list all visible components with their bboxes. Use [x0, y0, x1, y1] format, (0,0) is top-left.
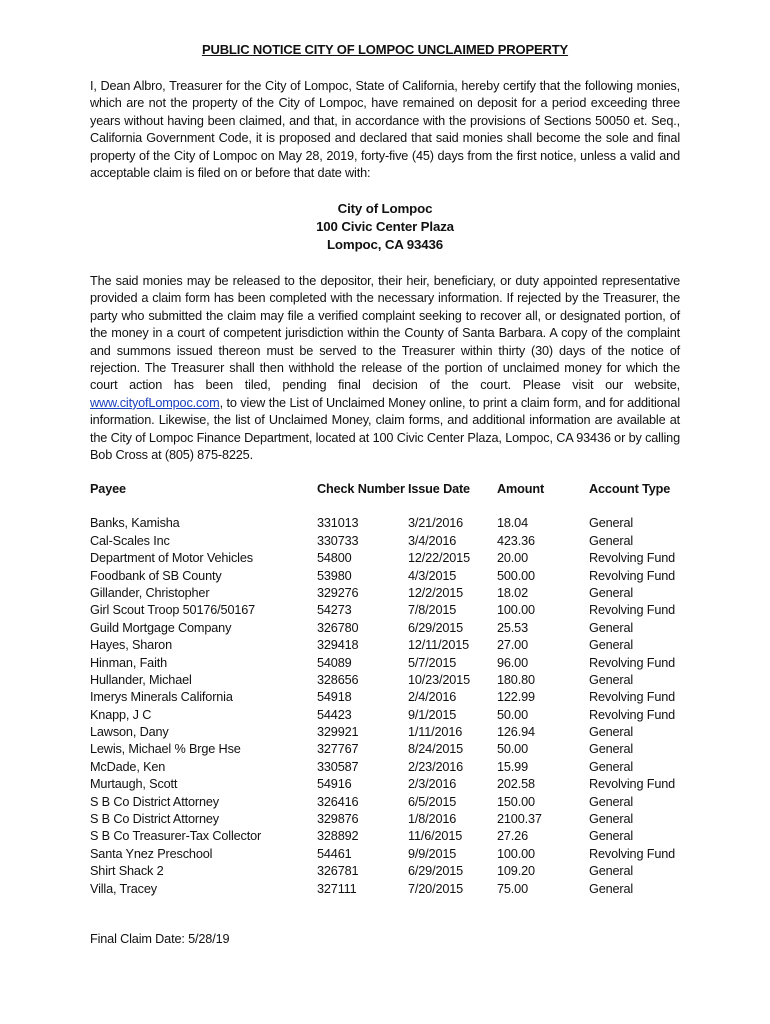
cell-amount: 150.00 — [497, 794, 535, 809]
cell-amount: 2100.37 — [497, 812, 542, 827]
cell-amount: 50.00 — [497, 707, 528, 722]
cell-account-type: General — [589, 829, 634, 844]
cell-check-number: 329921 — [317, 725, 359, 740]
cell-amount: 202.58 — [497, 777, 535, 792]
header-issue-date: Issue Date — [408, 482, 470, 496]
cell-account-type: General — [589, 516, 634, 531]
cell-issue-date: 4/3/2015 — [408, 568, 457, 583]
cell-payee: Lawson, Dany — [90, 725, 169, 740]
cell-check-number: 54916 — [317, 777, 352, 792]
cell-account-type: General — [589, 620, 634, 635]
cell-issue-date: 6/5/2015 — [408, 794, 457, 809]
cell-check-number: 327767 — [317, 742, 359, 757]
cell-account-type: Revolving Fund — [589, 846, 676, 861]
cell-account-type: General — [589, 864, 634, 879]
cell-account-type: General — [589, 794, 634, 809]
paragraph-text-after-link: , to view the List of Unclaimed Money online, to print a claim form, and for additional information. Likewise, the list of Unclaimed Money, claim forms, and additional information are available at the City of Lompoc Finance Department, located at 100 Civic Center Plaza, Lompoc, CA 93436 or by calling Bob Cross at (805) 875-8225. — [90, 395, 680, 463]
cell-account-type: Revolving Fund — [589, 568, 676, 583]
cell-account-type: Revolving Fund — [589, 655, 676, 670]
cell-payee: Hayes, Sharon — [90, 638, 172, 653]
cell-check-number: 328656 — [317, 672, 359, 687]
cell-check-number: 326416 — [317, 794, 359, 809]
cell-issue-date: 5/7/2015 — [408, 655, 457, 670]
website-link[interactable]: www.cityofLompoc.com — [90, 395, 220, 410]
cell-issue-date: 3/4/2016 — [408, 533, 457, 548]
cell-check-number: 330733 — [317, 533, 359, 548]
cell-amount: 180.80 — [497, 672, 535, 687]
cell-account-type: General — [589, 672, 634, 687]
certification-paragraph: I, Dean Albro, Treasurer for the City of Lompoc, State of California, hereby certify that the following monies, which are not the property of the City of Lompoc, have remained on deposit for a period exceeding three years without having been claimed, and that, in accordance with the provisions of Sections 50050 et. Seq., California Government Code, it is proposed and declared that said monies shall become the sole and final property of the City of Lompoc on May 28, 2019, forty-five (45) days from the first notice, unless a valid and acceptable claim is filed on or before that date with: — [90, 79, 680, 181]
cell-payee: McDade, Ken — [90, 759, 166, 774]
final-claim-date: Final Claim Date: 5/28/19 — [90, 932, 230, 946]
cell-payee: S B Co District Attorney — [90, 812, 219, 827]
cell-amount: 109.20 — [497, 864, 535, 879]
cell-issue-date: 6/29/2015 — [408, 620, 464, 635]
cell-account-type: Revolving Fund — [589, 551, 676, 566]
header-check-number: Check Number — [317, 482, 405, 496]
cell-check-number: 54800 — [317, 551, 352, 566]
paragraph-text-before-link: The said monies may be released to the depositor, their heir, beneficiary, or duty appointed representative provided a claim form has been completed with the necessary information. If rejected by the Treasurer, the party who submitted the claim may file a verified complaint seeking to recover all, or designated portion, of the money in a court of competent jurisdiction within the County of Santa Barbara. A copy of the complaint and summons issued thereon must be served to the Treasurer within thirty (30) days of the notice of rejection. The Treasurer shall then withhold the release of the portion of unclaimed money for which the court action has been tiled, pending final decision of the court. Please visit our website, — [90, 274, 680, 393]
cell-check-number: 54423 — [317, 707, 352, 722]
cell-payee: Hullander, Michael — [90, 672, 192, 687]
cell-amount: 100.00 — [497, 603, 535, 618]
cell-amount: 15.99 — [497, 759, 528, 774]
cell-account-type: Revolving Fund — [589, 690, 676, 705]
cell-amount: 27.00 — [497, 638, 528, 653]
cell-amount: 18.02 — [497, 585, 528, 600]
cell-check-number: 326780 — [317, 620, 359, 635]
cell-check-number: 329876 — [317, 812, 359, 827]
cell-payee: Gillander, Christopher — [90, 585, 210, 600]
address-line-1: City of Lompoc — [337, 201, 433, 216]
cell-payee: Department of Motor Vehicles — [90, 551, 253, 566]
cell-payee: Lewis, Michael % Brge Hse — [90, 742, 241, 757]
cell-issue-date: 2/3/2016 — [408, 777, 457, 792]
cell-payee: Hinman, Faith — [90, 655, 168, 670]
cell-account-type: General — [589, 881, 634, 896]
cell-amount: 100.00 — [497, 846, 535, 861]
cell-issue-date: 8/24/2015 — [408, 742, 464, 757]
cell-payee: Guild Mortgage Company — [90, 620, 232, 635]
cell-account-type: Revolving Fund — [589, 707, 676, 722]
cell-issue-date: 1/8/2016 — [408, 812, 457, 827]
cell-amount: 423.36 — [497, 533, 535, 548]
cell-issue-date: 12/11/2015 — [408, 638, 470, 653]
cell-account-type: General — [589, 638, 634, 653]
cell-issue-date: 2/23/2016 — [408, 759, 464, 774]
cell-amount: 50.00 — [497, 742, 528, 757]
cell-payee: S B Co District Attorney — [90, 794, 219, 809]
cell-check-number: 328892 — [317, 829, 359, 844]
cell-check-number: 329276 — [317, 585, 359, 600]
cell-account-type: General — [589, 725, 634, 740]
address-line-3: Lompoc, CA 93436 — [326, 237, 444, 252]
cell-account-type: Revolving Fund — [589, 777, 676, 792]
cell-issue-date: 9/9/2015 — [408, 846, 457, 861]
cell-amount: 25.53 — [497, 620, 528, 635]
cell-amount: 500.00 — [497, 568, 535, 583]
cell-payee: Santa Ynez Preschool — [90, 846, 213, 861]
cell-issue-date: 12/2/2015 — [408, 585, 464, 600]
cell-account-type: General — [589, 812, 634, 827]
cell-issue-date: 6/29/2015 — [408, 864, 464, 879]
cell-account-type: General — [589, 585, 634, 600]
cell-amount: 75.00 — [497, 881, 528, 896]
cell-payee: Foodbank of SB County — [90, 568, 222, 583]
cell-check-number: 330587 — [317, 759, 359, 774]
cell-issue-date: 1/11/2016 — [408, 725, 463, 740]
cell-payee: Imerys Minerals California — [90, 690, 233, 705]
cell-payee: Murtaugh, Scott — [90, 777, 178, 792]
cell-check-number: 331013 — [317, 516, 359, 531]
cell-check-number: 54461 — [317, 846, 352, 861]
cell-check-number: 329418 — [317, 638, 359, 653]
cell-issue-date: 11/6/2015 — [408, 829, 463, 844]
cell-issue-date: 7/8/2015 — [408, 603, 457, 618]
cell-amount: 96.00 — [497, 655, 528, 670]
cell-amount: 122.99 — [497, 690, 535, 705]
cell-issue-date: 12/22/2015 — [408, 551, 470, 566]
cell-check-number: 53980 — [317, 568, 352, 583]
cell-amount: 18.04 — [497, 516, 528, 531]
cell-payee: Shirt Shack 2 — [90, 864, 164, 879]
address-block — [0, 200, 770, 254]
cell-check-number: 327111 — [317, 881, 357, 896]
cell-account-type: General — [589, 533, 634, 548]
cell-account-type: Revolving Fund — [589, 603, 676, 618]
cell-issue-date: 7/20/2015 — [408, 881, 464, 896]
cell-payee: Villa, Tracey — [90, 881, 157, 896]
header-account-type: Account Type — [589, 482, 671, 496]
cell-amount: 27.26 — [497, 829, 528, 844]
address-line-2: 100 Civic Center Plaza — [316, 219, 454, 234]
cell-issue-date: 10/23/2015 — [408, 672, 470, 687]
cell-check-number: 326781 — [317, 864, 359, 879]
cell-payee: Banks, Kamisha — [90, 516, 180, 531]
cell-check-number: 54918 — [317, 690, 352, 705]
cell-issue-date: 3/21/2016 — [408, 516, 464, 531]
cell-payee: Girl Scout Troop 50176/50167 — [90, 603, 256, 618]
cell-check-number: 54089 — [317, 655, 352, 670]
header-amount: Amount — [497, 482, 545, 496]
release-paragraph — [90, 273, 680, 464]
cell-issue-date: 9/1/2015 — [408, 707, 457, 722]
cell-check-number: 54273 — [317, 603, 352, 618]
cell-payee: S B Co Treasurer-Tax Collector — [90, 829, 262, 844]
cell-issue-date: 2/4/2016 — [408, 690, 457, 705]
cell-account-type: General — [589, 742, 634, 757]
header-payee: Payee — [90, 482, 126, 496]
cell-payee: Knapp, J C — [90, 707, 152, 722]
cell-amount: 20.00 — [497, 551, 528, 566]
cell-amount: 126.94 — [497, 725, 535, 740]
notice-title: PUBLIC NOTICE CITY OF LOMPOC UNCLAIMED PROPERTY — [201, 42, 569, 57]
cell-payee: Cal-Scales Inc — [90, 533, 170, 548]
cell-account-type: General — [589, 759, 634, 774]
